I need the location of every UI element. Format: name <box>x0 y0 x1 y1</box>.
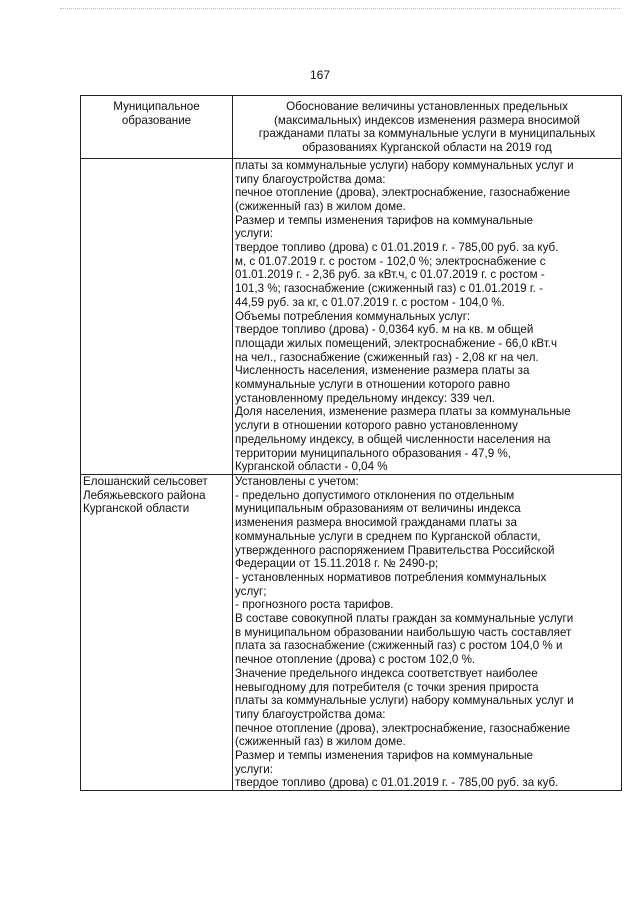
row1-municipality <box>81 158 233 474</box>
text-line: платы за коммунальные услуги) набору коммунальных услуг и <box>235 158 574 172</box>
text-line: м, с 01.07.2019 г. с ростом - 102,0 %; электроснабжение с <box>235 254 546 268</box>
page-number: 167 <box>309 68 331 82</box>
text-line: 01.01.2019 г. - 2,36 руб. за кВт.ч, с 01.07.2019 г. с ростом - <box>235 268 545 282</box>
text-line: твердое топливо (дрова) - 0,0364 куб. м на кв. м общей <box>235 323 534 337</box>
text-line: площади жилых помещений, электроснабжение - 66,0 кВт.ч <box>235 336 557 350</box>
text-line: плата за газоснабжение (сжиженный газ) с ростом 104,0 % и <box>235 639 563 653</box>
text-line: невыгодному для потребителя (с точки зрения прироста <box>235 680 539 694</box>
text-line: коммунальные услуги в отношении которого равно <box>235 378 511 392</box>
table-row <box>81 474 622 790</box>
text-line: печное отопление (дрова), электроснабжение, газоснабжение <box>235 721 571 735</box>
text-line: Установлены с учетом: <box>235 474 359 488</box>
text-line: услуг; <box>235 584 267 598</box>
text-line: твердое топливо (дрова) с 01.01.2019 г. - 785,00 руб. за куб. <box>235 776 559 790</box>
header-justification <box>233 96 622 159</box>
text-line: образованиях Курганской области на 2019 год <box>302 141 552 155</box>
text-line: в муниципальном образовании наибольшую часть составляет <box>235 625 572 639</box>
text-line: типу благоустройства дома: <box>235 707 386 721</box>
text-line: Курганской области - 0,04 % <box>235 460 388 474</box>
text-line: Лебяжьевского района <box>83 488 206 502</box>
text-line: Федерации от 15.11.2018 г. № 2490-р; <box>235 557 439 571</box>
text-line: Размер и темпы изменения тарифов на коммунальные <box>235 749 533 763</box>
text-line: утвержденного распоряжением Правительства Российской <box>235 543 555 557</box>
text-line: - установленных нормативов потребления коммунальных <box>235 570 547 584</box>
text-line: коммунальные услуги в среднем по Курганской области, <box>235 529 541 543</box>
text-line: Муниципальное <box>113 100 200 113</box>
text-line: печное отопление (дрова), электроснабжение, газоснабжение <box>235 186 571 200</box>
text-line: предельному индексу, в общей численности населения на <box>235 432 551 446</box>
text-line: (сжиженный газ) в жилом доме. <box>235 199 406 213</box>
text-line: на чел., газоснабжение (сжиженный газ) - 2,08 кг на чел. <box>235 350 539 364</box>
table-row <box>81 158 622 474</box>
text-line: Елошанский сельсовет <box>83 474 208 488</box>
text-line: Курганской области <box>83 502 190 516</box>
text-line: типу благоустройства дома: <box>235 172 386 186</box>
text-line: услуги в отношении которого равно установленному <box>235 419 518 433</box>
text-line: муниципальным образованиям от величины индекса <box>235 502 521 516</box>
text-line: образование <box>121 113 192 127</box>
text-line: платы за коммунальные услуги) набору коммунальных услуг и <box>235 694 574 708</box>
row1-justification <box>233 158 622 474</box>
scan-artifact-line <box>60 8 620 10</box>
row2-municipality <box>81 474 233 790</box>
text-line: Доля населения, изменение размера платы за коммунальные <box>235 405 571 419</box>
text-line: (максимальных) индексов изменения размера вносимой <box>274 113 580 127</box>
text-line: установленному предельному индексу: 339 чел. <box>235 391 495 405</box>
text-line: Объемы потребления коммунальных услуг: <box>235 309 471 323</box>
table-header-row <box>81 96 622 159</box>
text-line: гражданами платы за коммунальные услуги в муниципальных <box>258 127 596 141</box>
row2-justification <box>233 474 622 790</box>
text-line: Размер и темпы изменения тарифов на коммунальные <box>235 213 533 227</box>
text-line: 101,3 %; газоснабжение (сжиженный газ) с 01.01.2019 г. - <box>235 282 543 296</box>
text-line: - предельно допустимого отклонения по отдельным <box>235 488 515 502</box>
text-line: 44,59 руб. за кг, с 01.07.2019 г. с ростом - 104,0 %. <box>235 295 505 309</box>
text-line: Обоснование величины установленных предельных <box>286 100 568 113</box>
text-line: твердое топливо (дрова) с 01.01.2019 г. - 785,00 руб. за куб. <box>235 241 559 255</box>
text-line: печное отопление (дрова) с ростом 102,0 %. <box>235 653 476 667</box>
text-line: - прогнозного роста тарифов. <box>235 598 394 612</box>
text-line: услуги: <box>235 762 273 776</box>
text-line: (сжиженный газ) в жилом доме. <box>235 735 406 749</box>
tariff-justification-table <box>80 95 622 791</box>
text-line: территории муниципального образования - 47,9 %, <box>235 446 511 460</box>
header-municipality <box>81 96 233 159</box>
text-line: услуги: <box>235 227 273 241</box>
text-line: изменения размера вносимой гражданами платы за <box>235 516 517 530</box>
text-line: В составе совокупной платы граждан за коммунальные услуги <box>235 612 574 626</box>
text-line: Численность населения, изменение размера платы за <box>235 364 530 378</box>
text-line: Значение предельного индекса соответствует наиболее <box>235 666 538 680</box>
